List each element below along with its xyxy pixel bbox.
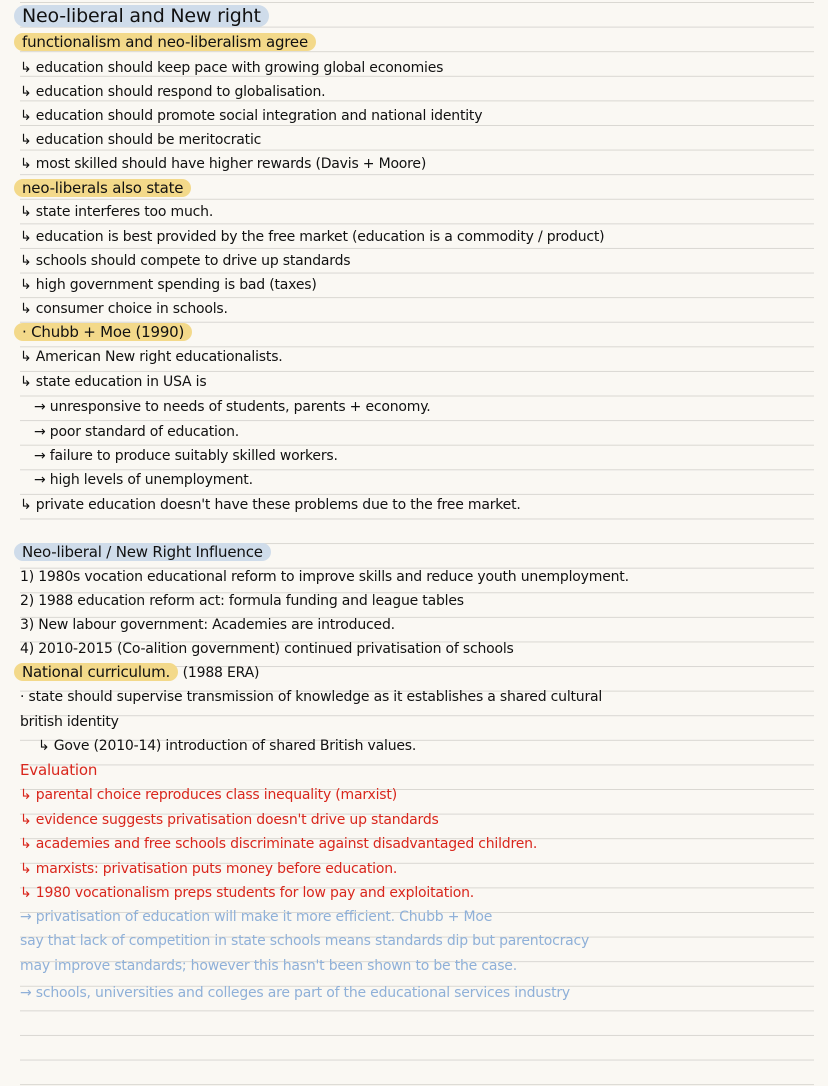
- section-title: [20, 540, 271, 564]
- evaluation-point: ↳ marxists: privatisation puts money before education.: [20, 861, 398, 877]
- title-highlight: Neo-liberal and New right: [14, 5, 269, 27]
- note-line: → high levels of unemployment.: [34, 472, 253, 488]
- subheading-highlight: · Chubb + Moe (1990): [14, 323, 192, 341]
- note-line: ↳ high government spending is bad (taxes): [20, 277, 317, 293]
- note-line: ↳ education should be meritocratic: [20, 132, 262, 148]
- note-line: ↳ education is best provided by the free market (education is a commodity / product): [20, 229, 605, 245]
- note-line: ↳ private education doesn't have these problems due to the free market.: [20, 497, 521, 513]
- note-line: ↳ schools should compete to drive up standards: [20, 253, 351, 269]
- note-line: → unresponsive to needs of students, parents + economy.: [34, 399, 431, 415]
- note-line: ↳ education should keep pace with growing global economies: [20, 60, 444, 76]
- note-line: british identity: [20, 714, 119, 730]
- note-line: ↳ education should respond to globalisation.: [20, 84, 326, 100]
- note-line: 1) 1980s vocation educational reform to improve skills and reduce youth unemployment.: [20, 569, 629, 585]
- evaluation-point: ↳ academies and free schools discriminate against disadvantaged children.: [20, 836, 538, 852]
- subheading-highlight: functionalism and neo-liberalism agree: [14, 33, 316, 51]
- note-line: ↳ most skilled should have higher rewards (Davis + Moore): [20, 156, 427, 172]
- note-line: ↳ state interferes too much.: [20, 204, 214, 220]
- note-line: ↳ state education in USA is: [20, 374, 207, 390]
- evaluation-point: ↳ 1980 vocationalism preps students for low pay and exploitation.: [20, 885, 475, 901]
- subheading: [20, 176, 191, 200]
- subheading: [20, 30, 316, 54]
- evaluation-heading: Evaluation: [20, 761, 98, 779]
- blue-note: may improve standards; however this hasn't been shown to be the case.: [20, 958, 517, 974]
- note-line: → poor standard of education.: [34, 424, 240, 440]
- note-line: · state should supervise transmission of knowledge as it establishes a shared cultural: [20, 689, 603, 705]
- blue-note: say that lack of competition in state schools means standards dip but parentocracy: [20, 933, 590, 949]
- subheading-highlight: National curriculum.: [14, 663, 178, 681]
- subheading-highlight: neo-liberals also state: [14, 179, 191, 197]
- blue-note: → privatisation of education will make it more efficient. Chubb + Moe: [20, 909, 493, 925]
- evaluation-point: ↳ parental choice reproduces class inequality (marxist): [20, 787, 397, 803]
- note-line: 2) 1988 education reform act: formula funding and league tables: [20, 593, 464, 609]
- section-title: [20, 4, 269, 28]
- subheading: [20, 320, 192, 344]
- blue-note: → schools, universities and colleges are part of the educational services industry: [20, 985, 571, 1001]
- note-line: 4) 2010-2015 (Co-alition government) continued privatisation of schools: [20, 641, 514, 657]
- subheading-note: (1988 ERA): [182, 665, 260, 681]
- evaluation-point: ↳ evidence suggests privatisation doesn't drive up standards: [20, 812, 439, 828]
- subheading: [20, 660, 259, 684]
- note-line: ↳ Gove (2010-14) introduction of shared British values.: [38, 738, 417, 754]
- title-highlight: Neo-liberal / New Right Influence: [14, 543, 271, 561]
- note-line: 3) New labour government: Academies are introduced.: [20, 617, 395, 633]
- note-line: ↳ education should promote social integration and national identity: [20, 108, 483, 124]
- note-line: ↳ consumer choice in schools.: [20, 301, 228, 317]
- note-line: → failure to produce suitably skilled workers.: [34, 448, 338, 464]
- note-line: ↳ American New right educationalists.: [20, 349, 283, 365]
